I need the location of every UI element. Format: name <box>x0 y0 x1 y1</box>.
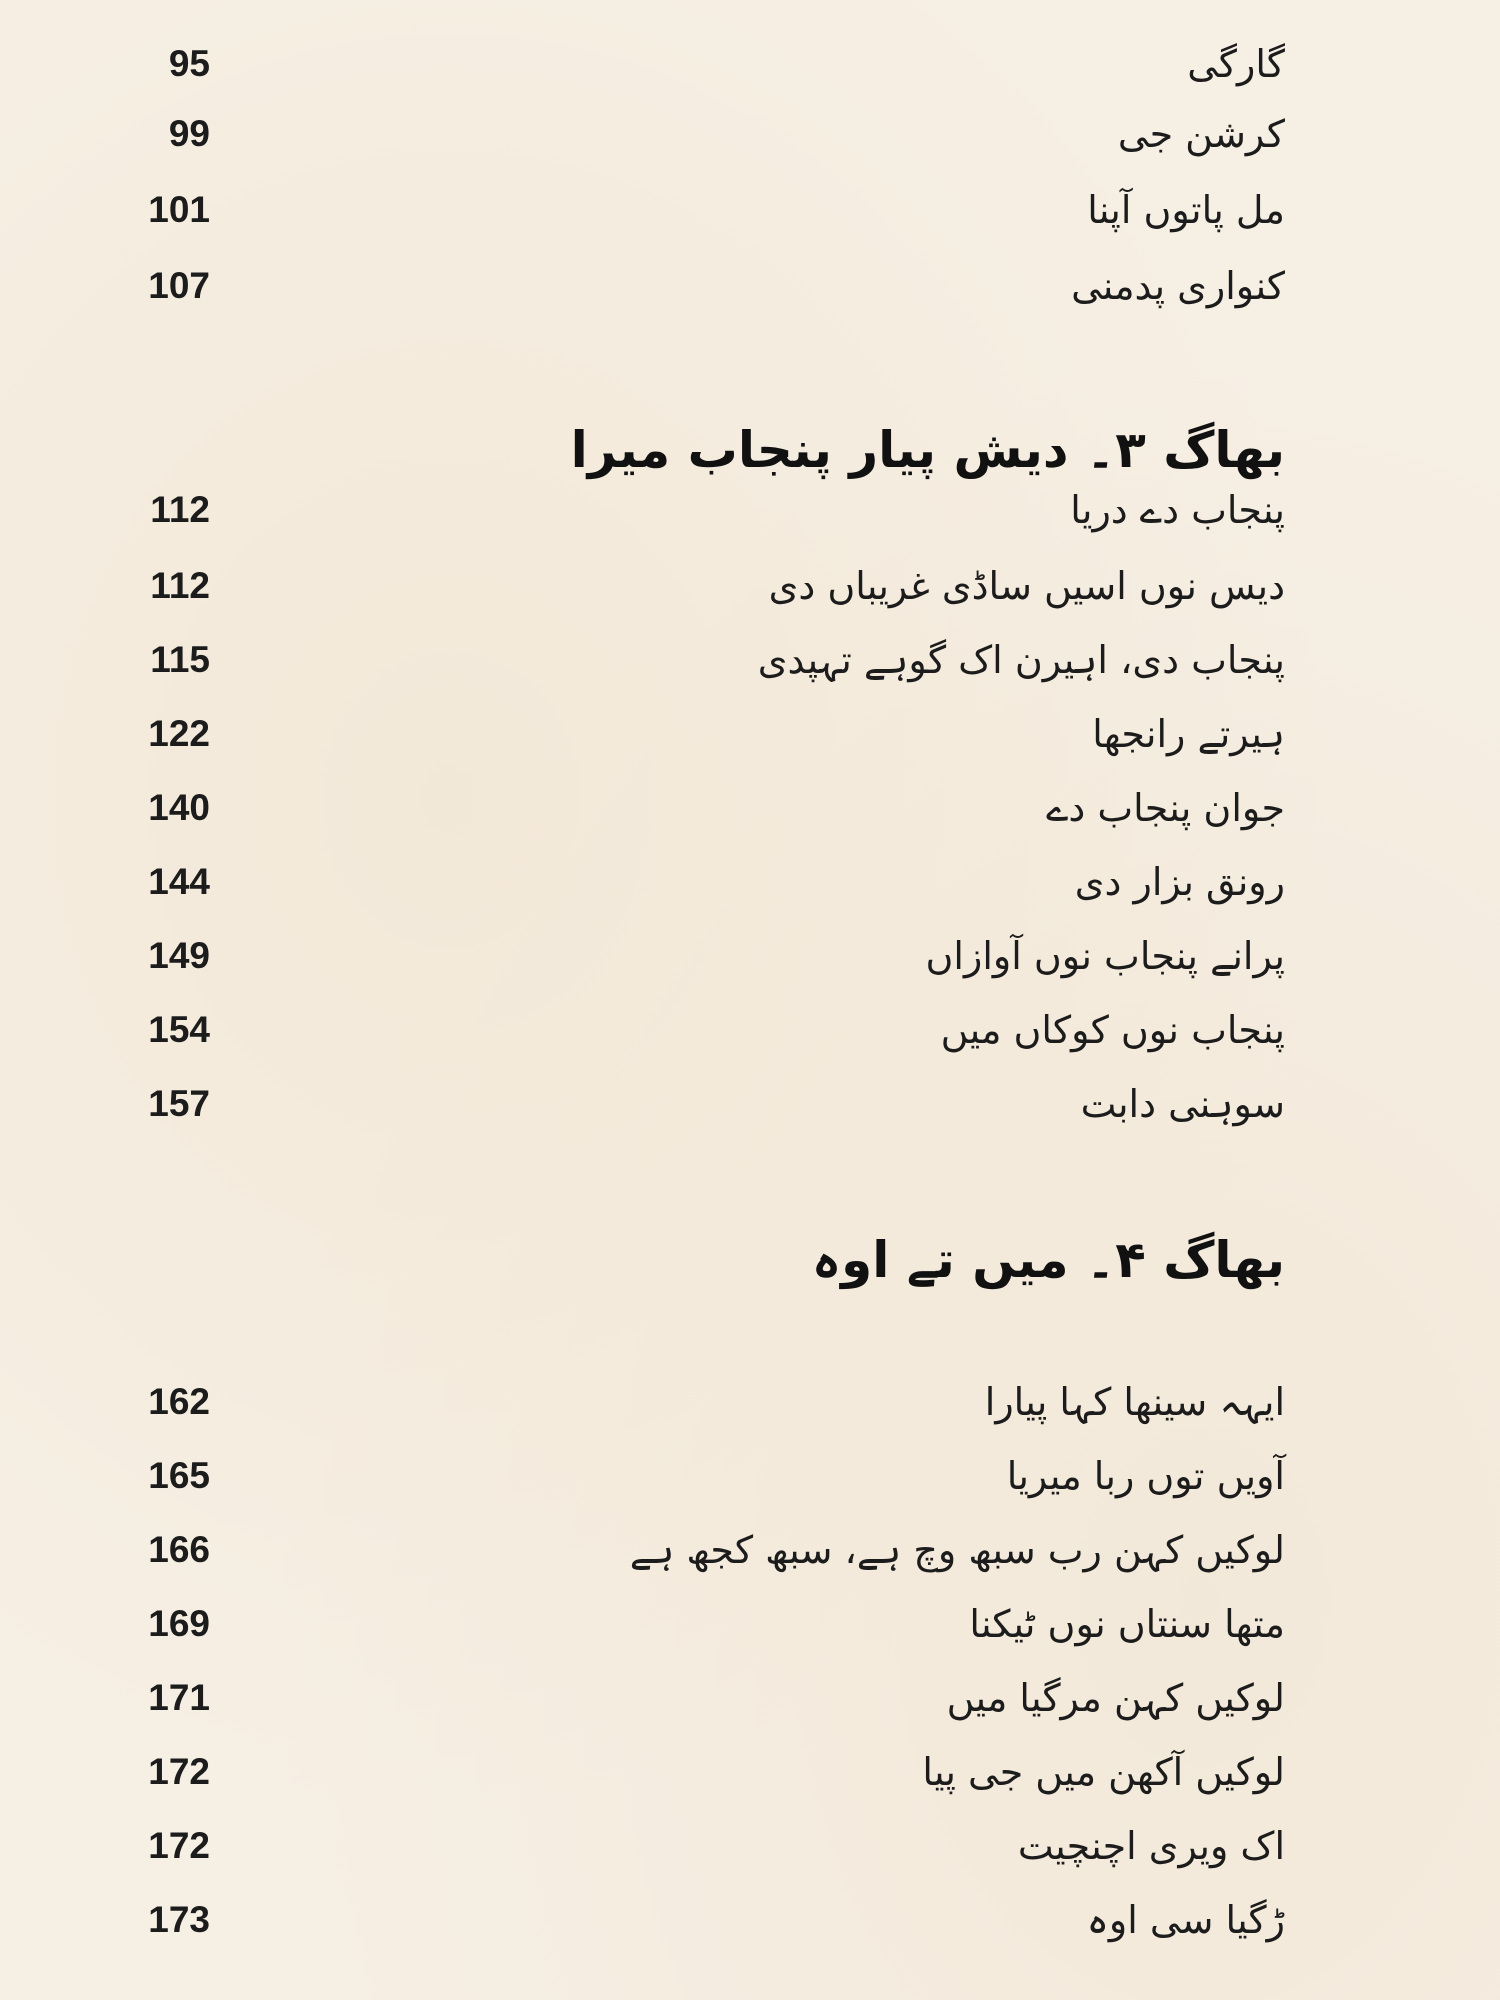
page-number: 171 <box>148 1677 210 1718</box>
entry-title: گارگی <box>1187 42 1285 86</box>
toc-entry <box>0 778 1500 838</box>
toc-entry <box>0 256 1500 316</box>
page-number: 173 <box>148 1899 210 1940</box>
entry-title: آویں توں ربا میریا <box>1006 1454 1285 1498</box>
page-number: 99 <box>168 113 210 154</box>
page-number: 112 <box>150 565 210 606</box>
entry-title: کرشن جی <box>1117 112 1285 156</box>
page-number: 112 <box>150 489 210 530</box>
toc-entry <box>0 1520 1500 1580</box>
toc-entry <box>0 630 1500 690</box>
entry-title: دیس نوں اسیں ساڈی غریباں دی <box>768 564 1285 608</box>
entry-title: کنواری پدمنی <box>1071 264 1285 308</box>
entry-title: لوکیں کہن مرگیا میں <box>946 1676 1285 1720</box>
toc-entry <box>0 1594 1500 1654</box>
page-number: 140 <box>148 787 210 828</box>
page-number: 115 <box>150 639 210 680</box>
toc-entry <box>0 1446 1500 1506</box>
entry-title: جوان پنجاب دے <box>1046 786 1285 830</box>
page-number: 169 <box>148 1603 210 1644</box>
toc-entry <box>0 556 1500 616</box>
entry-title: پنجاب نوں کوکاں میں <box>940 1008 1285 1052</box>
entry-title: پرانے پنجاب نوں آوازاں <box>925 934 1285 978</box>
toc-entry <box>0 480 1500 540</box>
entry-title: متھا سنتاں نوں ٹیکنا <box>969 1602 1285 1646</box>
entry-title: ایہہ سینھا کہا پیارا <box>984 1380 1285 1424</box>
page-number: 166 <box>148 1529 210 1570</box>
entry-title: اک ویری اچنچیت <box>1017 1824 1285 1868</box>
toc-entry <box>0 926 1500 986</box>
page-number: 149 <box>148 935 210 976</box>
section-heading-row <box>0 1220 1500 1300</box>
toc-entry <box>0 1668 1500 1728</box>
toc-entry <box>0 1890 1500 1950</box>
page-number: 157 <box>148 1083 210 1124</box>
page-number: 101 <box>148 189 210 230</box>
toc-entry <box>0 1742 1500 1802</box>
page-number: 154 <box>148 1009 210 1050</box>
page-number: 144 <box>148 861 210 902</box>
toc-entry <box>0 1816 1500 1876</box>
toc-entry <box>0 1000 1500 1060</box>
toc-entry <box>0 1372 1500 1432</box>
toc-entry <box>0 1074 1500 1134</box>
entry-title: سوہنی دابت <box>1080 1082 1285 1126</box>
page-number: 162 <box>148 1381 210 1422</box>
page-number: 95 <box>168 43 210 84</box>
page-number: 122 <box>148 713 210 754</box>
toc-entry <box>0 852 1500 912</box>
entry-title: مل پاتوں آپنا <box>1087 188 1285 232</box>
page-number: 165 <box>148 1455 210 1496</box>
entry-title: لوکیں آکھن میں جی پیا <box>922 1750 1285 1794</box>
entry-title: پنجاب دے دریا <box>1070 488 1285 532</box>
entry-title: ہیرتے رانجھا <box>1092 712 1285 756</box>
section-heading-row <box>0 410 1500 490</box>
toc-entry <box>0 180 1500 240</box>
page-number: 172 <box>148 1751 210 1792</box>
page-number: 107 <box>148 265 210 306</box>
section-heading: بھاگ ۳۔ دیش پیار پنجاب میرا <box>570 421 1285 479</box>
toc-entry <box>0 34 1500 94</box>
section-heading: بھاگ ۴۔ میں تے اوہ <box>811 1231 1285 1289</box>
toc-entry <box>0 704 1500 764</box>
entry-title: لوکیں کہن رب سبھ وچ ہے، سبھ کجھ ہے <box>629 1528 1285 1572</box>
entry-title: رونق بزار دی <box>1074 860 1285 904</box>
page-number: 172 <box>148 1825 210 1866</box>
entry-title: ڑگیا سی اوہ <box>1086 1898 1285 1942</box>
toc-entry <box>0 104 1500 164</box>
entry-title: پنجاب دی، اہیرن اک گوہے تہپدی <box>757 638 1285 682</box>
